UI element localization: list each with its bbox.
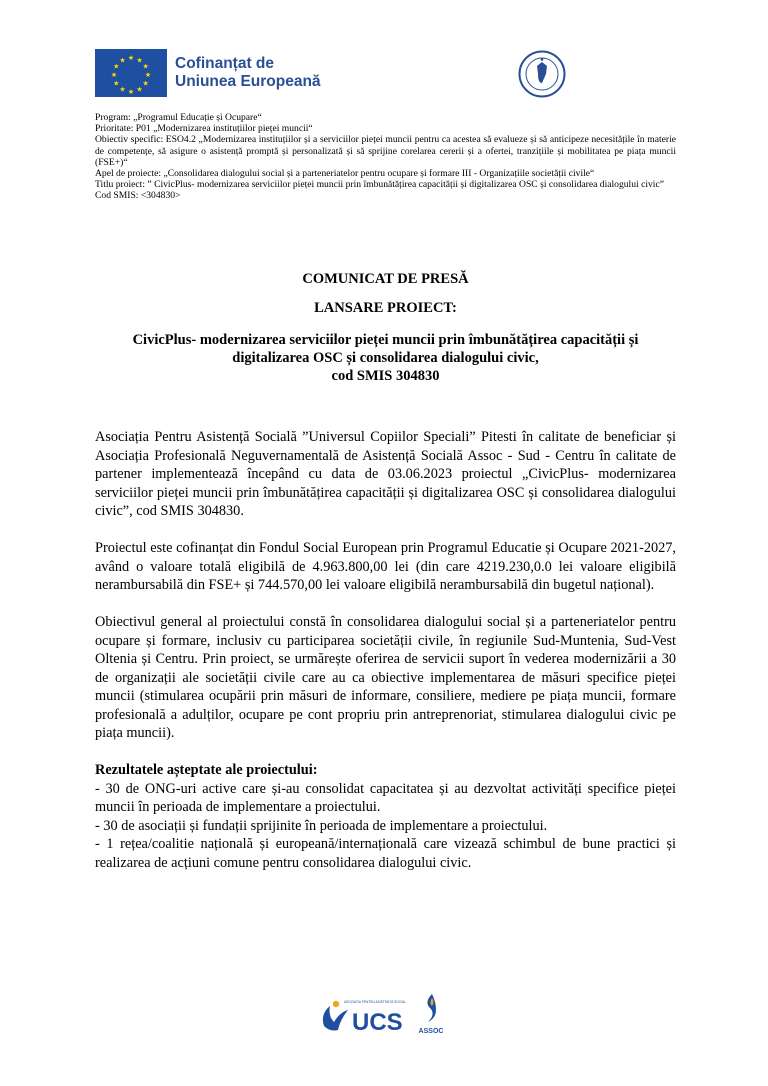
results-item: - 30 de asociații și fundații sprijinite în perioada de implementare a proiectului. [95, 817, 548, 834]
svg-text:★: ★ [127, 54, 135, 62]
expected-results [95, 761, 676, 872]
eu-flag-icon [95, 49, 167, 97]
program-info [95, 112, 676, 202]
body-paragraph-3: Obiectivul general al proiectului constă în consolidarea dialogului social și a parteneriatelor pentru ocupare și formare, inclusiv cu participarea societății civile, în regiunile Sud-Muntenia, Sud-Vest Oltenia și Centru. Prin proiect, se urmărește oferirea de servicii suport în vederea modernizării a 30 de organizații ale societății civile care au ca obiective implementarea de măsuri specifice pieței muncii (stimularea ocupării prin măsuri de informare, consiliere, mediere pe piața muncii, formare profesională a adulților, ocupare pe cont propriu prin antreprenoriat, stimularea dialogului civic pe piața muncii). [95, 614, 676, 741]
info-obiectiv: Obiectiv specific: ESO4.2 „Modernizarea instituțiilor și a serviciilor pieței muncii pentru ca acestea să evalueze și să anticipeze necesitățile în materie de competențe, să asigure o asistență promptă și personalizată și să sprijine corelarea cererii și a ofertei, tranzițiile și mobilitatea pe piața muncii (FSE+)“ [95, 134, 676, 168]
body-paragraph-2: Proiectul este cofinanțat din Fondul Social European prin Programul Educatie și Ocupare 2021-2027, având o valoare totală eligibilă de 4.963.800,00 lei (din care 4219.230,0.0 lei valoare eligibilă nerambursabilă din FSE+ și 744.570,00 lei valoare eligibilă nerambursabilă din bugetul național). [95, 540, 676, 593]
assoc-logo-text: ASSOC [418, 1028, 444, 1035]
svg-text:★: ★ [119, 85, 126, 94]
romanian-government-seal-icon [518, 50, 566, 98]
info-prioritate: Prioritate: P01 „Modernizarea instituțiilor pieței muncii“ [95, 123, 313, 135]
project-title-line1: CivicPlus- modernizarea serviciilor pieței muncii prin îmbunătățirea capacității și [132, 332, 639, 348]
press-release-titles [95, 271, 676, 385]
press-release-body [95, 428, 676, 872]
eu-cofinancing-logo [95, 49, 321, 97]
ucs-logo-text: UCS [352, 1009, 403, 1036]
project-title-line3: cod SMIS 304830 [331, 368, 440, 384]
results-heading: Rezultatele așteptate ale proiectului: [95, 762, 318, 778]
info-cod-smis: Cod SMIS: <304830> [95, 190, 181, 202]
body-paragraph-1: Asociația Pentru Asistență Socială ”Universul Copiilor Speciali” Pitesti în calitate de beneficiar și Asociația Profesională Neguvernamentală de Asistență Socială Assoc - Sud - Centru în calitate de partener implementează începând cu data de 03.06.2023 proiectul „CivicPlus- modernizarea serviciilor pieței muncii prin îmbunătățirea capacității și digitalizarea OSC și consolidarea dialogului civic”, cod SMIS 304830. [95, 429, 676, 519]
eu-label-line1: Cofinanțat de [175, 55, 275, 72]
svg-text:★: ★ [142, 62, 149, 71]
results-item: - 1 rețea/coalitie națională și europeană/internațională care vizează schimbul de bune practici și realizarea de acțiuni comune pentru consolidarea dialogului civic. [95, 836, 676, 871]
svg-text:★: ★ [119, 56, 126, 65]
svg-text:★: ★ [113, 79, 120, 88]
svg-text:★: ★ [127, 88, 135, 96]
eu-label-line2: Uniunea Europeană [175, 73, 321, 90]
svg-text:★: ★ [113, 62, 120, 71]
svg-text:★: ★ [110, 71, 118, 79]
results-item: - 30 de ONG-uri active care și-au consolidat capacitatea și au dezvoltat activități specifice pieței muncii în perioada de implementare a proiectului. [95, 780, 676, 815]
eu-cofinancing-label [175, 55, 321, 91]
ucs-logo-small-text: ASOCIAȚIA PENTRU ASISTENȚĂ SOCIALĂ [344, 1000, 406, 1004]
project-title [95, 331, 676, 385]
svg-text:★: ★ [136, 56, 143, 65]
title-lansare: LANSARE PROIECT: [314, 300, 457, 316]
svg-text:★: ★ [142, 79, 149, 88]
project-title-line2: digitalizarea OSC și consolidarea dialogului civic, [232, 350, 539, 366]
info-program: Program: „Programul Educație și Ocupare“ [95, 112, 262, 123]
svg-text:★: ★ [144, 71, 152, 79]
ucs-logo [318, 996, 406, 1036]
info-titlu: Titlu proiect: ” CivicPlus- modernizarea serviciilor pieței muncii prin îmbunătățirea capacității și digitalizarea OSC și consolidarea dialogului civic” [95, 179, 664, 191]
info-apel: Apel de proiecte: „Consolidarea dialogului social și a parteneriatelor pentru ocupare și formare III - Organizațiile societății civile“ [95, 168, 595, 180]
assoc-logo [418, 992, 444, 1040]
svg-text:★: ★ [136, 85, 143, 94]
title-comunicat: COMUNICAT DE PRESĂ [302, 271, 469, 287]
